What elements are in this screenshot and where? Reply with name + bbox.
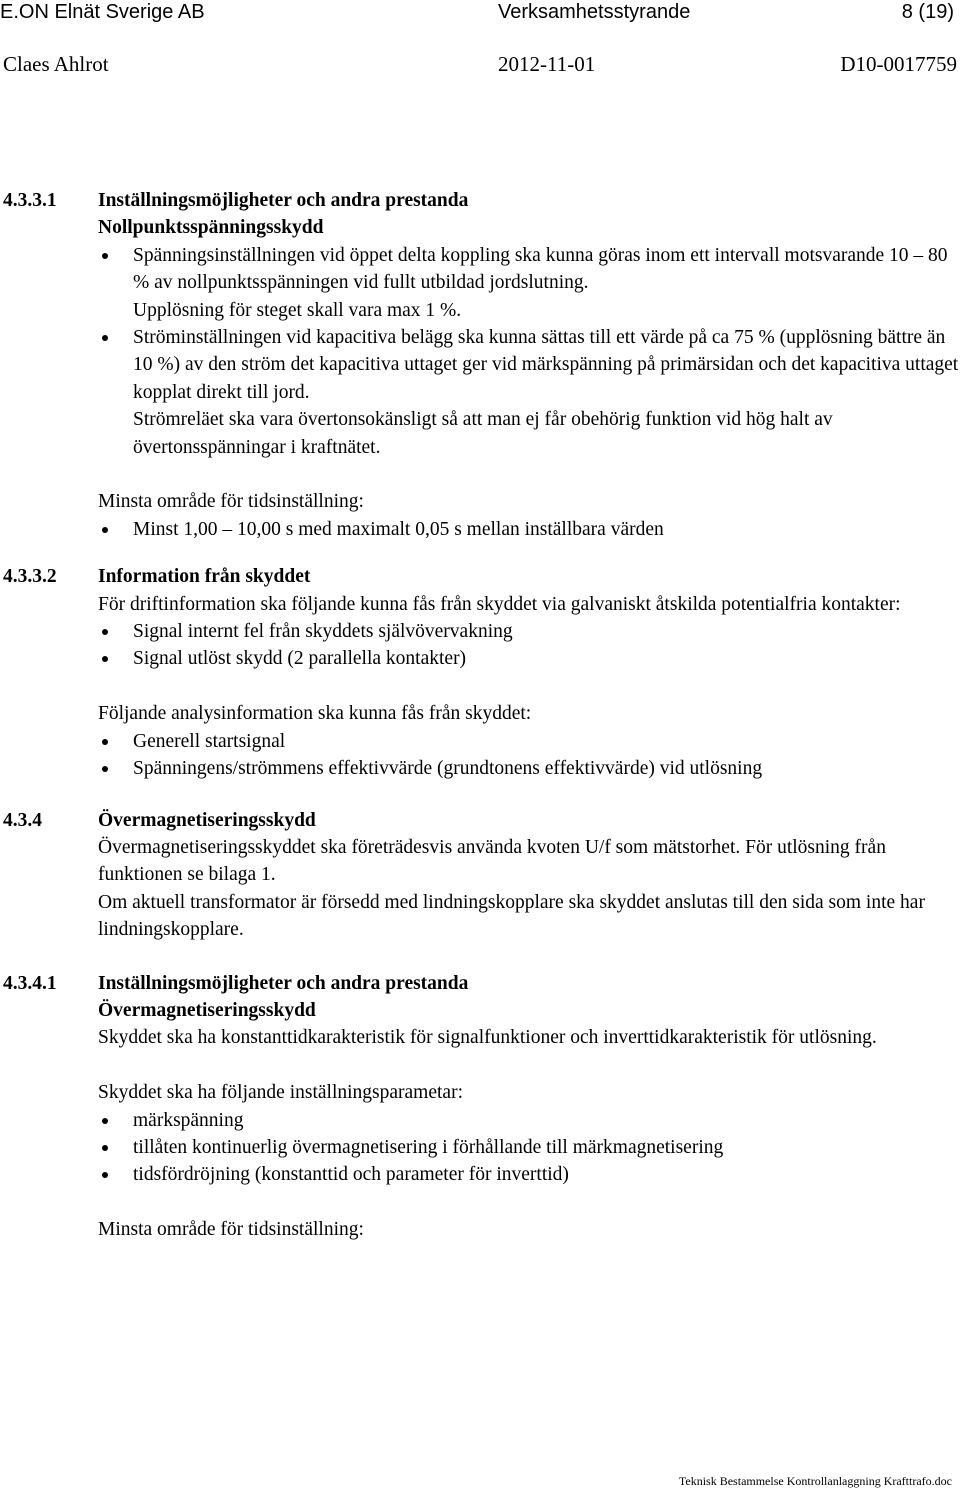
document-date: 2012-11-01 bbox=[498, 52, 596, 76]
section-title: Inställningsmöjligheter och andra prestanda bbox=[98, 190, 469, 211]
bullet-list bbox=[98, 1107, 960, 1189]
bullet-list bbox=[98, 728, 960, 783]
list-item bbox=[98, 242, 960, 324]
paragraph: Om aktuell transformator är försedd med lindningskopplare ska skyddet anslutas till den sida som inte har lindningskopplare. bbox=[98, 891, 925, 941]
section-4331 bbox=[0, 187, 960, 543]
list-item-text: Spänningsinställningen vid öppet delta koppling ska kunna göras inom ett intervall motsvarande 10 – 80 % av nollpunktsspänningen vid fullt utbildad jordslutning. bbox=[133, 244, 948, 294]
list-item: Generell startsignal bbox=[98, 728, 960, 755]
section-number: 4.3.3.1 bbox=[3, 190, 57, 211]
section-4332 bbox=[0, 563, 960, 782]
paragraph: Skyddet ska ha konstanttidkarakteristik för signalfunktioner och inverttidkarakteristik för utlösning. bbox=[98, 1027, 877, 1049]
list-item-text: Ströminställningen vid kapacitiva belägg ska kunna sättas till ett värde på ca 75 % (upplösning bättre än 10 %) av den ström det kapacitiva uttaget ger vid märkspänning på primärsidan och det kapacitiva uttaget kopplat direkt till jord. bbox=[133, 327, 959, 403]
section-subtitle: Nollpunktsspänningsskydd bbox=[98, 217, 324, 239]
paragraph: Skyddet ska ha följande inställningsparametar: bbox=[98, 1082, 463, 1104]
bullet-list bbox=[98, 618, 960, 673]
list-item: tillåten kontinuerlig övermagnetisering i förhållande till märkmagnetisering bbox=[98, 1134, 960, 1161]
page-number: 8 (19) bbox=[901, 1, 954, 23]
company-name: E.ON Elnät Sverige AB bbox=[0, 1, 205, 23]
department: Verksamhetsstyrande bbox=[498, 1, 691, 23]
list-item: märkspänning bbox=[98, 1107, 960, 1134]
list-item: Spänningens/strömmens effektivvärde (grundtonens effektivvärde) vid utlösning bbox=[98, 755, 960, 782]
list-item: Signal utlöst skydd (2 parallella kontakter) bbox=[98, 645, 960, 672]
bullet-list bbox=[98, 516, 960, 543]
section-number: 4.3.4.1 bbox=[3, 972, 57, 994]
author: Claes Ahlrot bbox=[3, 52, 109, 76]
section-number: 4.3.3.2 bbox=[3, 566, 57, 588]
list-item: Minst 1,00 – 10,00 s med maximalt 0,05 s mellan inställbara värden bbox=[98, 516, 960, 543]
list-item: Signal internt fel från skyddets självövervakning bbox=[98, 618, 960, 645]
paragraph: Minsta område för tidsinställning: bbox=[98, 1219, 364, 1241]
paragraph: Minsta område för tidsinställning: bbox=[98, 491, 364, 513]
list-item: tidsfördröjning (konstanttid och parameter för inverttid) bbox=[98, 1161, 960, 1188]
section-title: Inställningsmöjligheter och andra prestanda bbox=[98, 972, 469, 994]
section-number: 4.3.4 bbox=[3, 809, 42, 831]
document-id: D10-0017759 bbox=[840, 52, 957, 76]
paragraph: För driftinformation ska följande kunna fås från skyddet via galvaniskt åtskilda potentialfria kontakter: bbox=[98, 593, 901, 615]
paragraph: Övermagnetiseringsskyddet ska företrädesvis använda kvoten U/f som mätstorhet. För utlösning från funktionen se bilaga 1. bbox=[98, 836, 886, 886]
bullet-list bbox=[98, 242, 960, 461]
section-4341 bbox=[0, 970, 960, 1244]
list-item-text: Upplösning för steget skall vara max 1 %. bbox=[133, 299, 462, 321]
section-title: Information från skyddet bbox=[98, 566, 311, 588]
footer-filename: Teknisk Bestammelse Kontrollanlaggning Krafttrafo.doc bbox=[678, 1474, 952, 1488]
section-subtitle: Övermagnetiseringsskydd bbox=[98, 999, 316, 1021]
section-434 bbox=[0, 807, 960, 944]
list-item-text: Strömreläet ska vara övertonsokänsligt så att man ej får obehörig funktion vid hög halt av övertonsspänningar i kraftnätet. bbox=[133, 409, 833, 458]
list-item bbox=[98, 324, 960, 461]
paragraph: Följande analysinformation ska kunna fås från skyddet: bbox=[98, 703, 532, 725]
document-body bbox=[0, 187, 960, 1244]
section-title: Övermagnetiseringsskydd bbox=[98, 809, 316, 831]
